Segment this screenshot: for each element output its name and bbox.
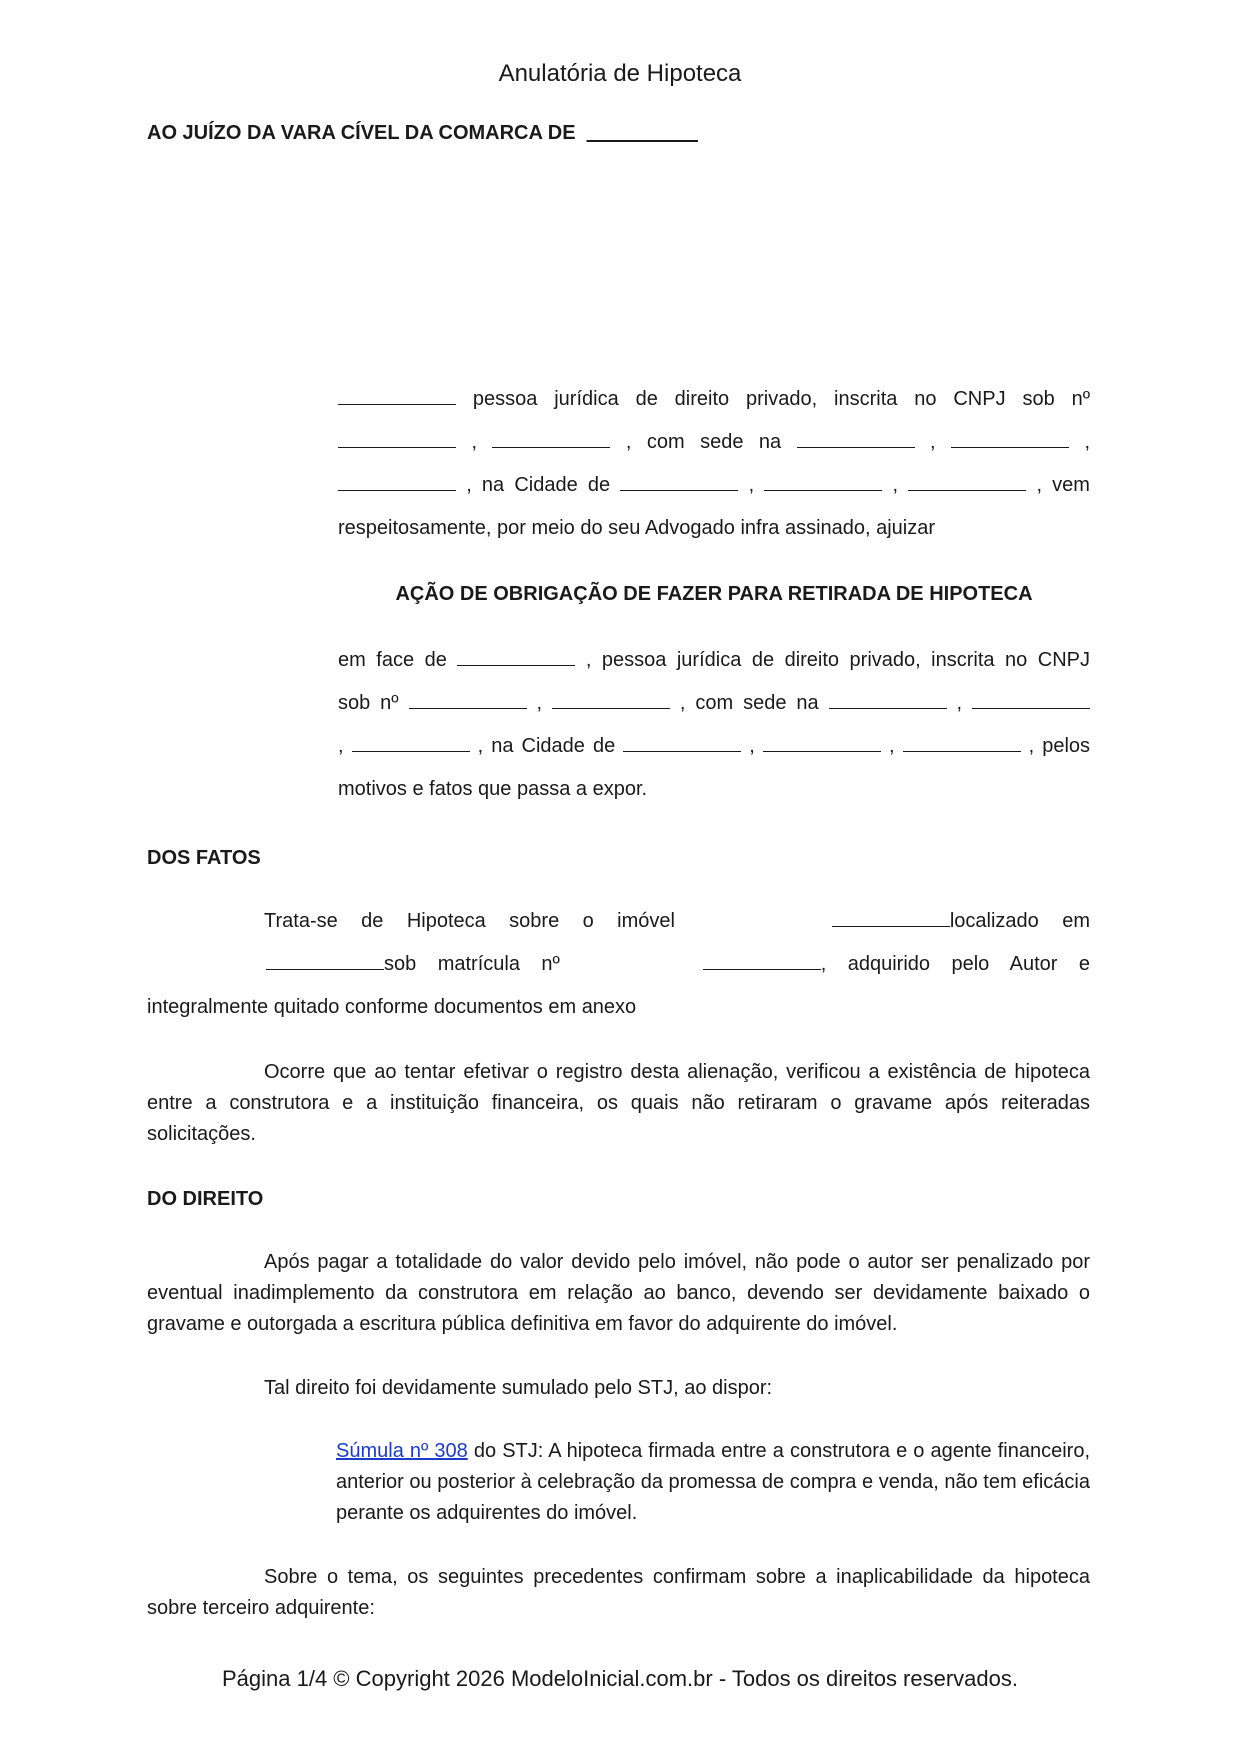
document-title: Anulatória de Hipoteca bbox=[498, 60, 742, 87]
defendant-block bbox=[338, 645, 1090, 805]
court-line bbox=[147, 122, 698, 145]
law-paragraph-2: Tal direito foi devidamente sumulado pelo STJ, ao dispor: bbox=[264, 1377, 773, 1399]
facts-line-2: sob matrícula nº , adquirido pelo Autor e bbox=[147, 949, 1090, 980]
blank-field bbox=[338, 386, 456, 405]
action-title: AÇÃO DE OBRIGAÇÃO DE FAZER PARA RETIRADA DE HIPOTECA bbox=[395, 583, 1033, 605]
blank-field bbox=[457, 647, 575, 666]
sumula-link[interactable]: Súmula nº 308 bbox=[336, 1440, 468, 1462]
blank-field bbox=[409, 690, 527, 709]
blank-field bbox=[552, 690, 670, 709]
facts-paragraph-1 bbox=[147, 906, 1090, 1023]
blank-field bbox=[797, 429, 915, 448]
page-footer: Página 1/4 © Copyright 2026 ModeloInicial.com.br - Todos os direitos reservados. bbox=[222, 1666, 1018, 1691]
court-blank: __________ bbox=[586, 122, 698, 144]
plaintiff-line-1: pessoa jurídica de direito privado, inscrita no CNPJ sob nº bbox=[338, 384, 1090, 415]
plaintiff-block bbox=[338, 384, 1090, 544]
sumula-text: do STJ: A hipoteca firmada entre a construtora e o agente financeiro, anterior ou posterior à celebração da promessa de compra e venda, não tem eficácia perante os adquirentes do imóvel. bbox=[336, 1440, 1091, 1524]
law-heading: DO DIREITO bbox=[147, 1188, 264, 1210]
defendant-line-1: em face de , pessoa jurídica de direito privado, inscrita no CNPJ bbox=[338, 649, 1090, 671]
facts-line-3: integralmente quitado conforme documentos em anexo bbox=[147, 996, 637, 1018]
plaintiff-line-2: , , com sede na , , bbox=[338, 427, 1090, 458]
blank-field bbox=[703, 951, 821, 970]
blank-field bbox=[338, 472, 456, 491]
blank-field bbox=[972, 690, 1090, 709]
sumula-quote bbox=[336, 1436, 1090, 1529]
blank-field bbox=[352, 733, 470, 752]
blank-field bbox=[338, 429, 456, 448]
defendant-line-3: , , na Cidade de , , , pelos bbox=[338, 735, 1091, 757]
blank-field bbox=[829, 690, 947, 709]
facts-paragraph-2: Ocorre que ao tentar efetivar o registro desta alienação, verificou a existência de hipoteca entre a construtora e a instituição financeira, os quais não retiraram o gravame após reiteradas solicitações. bbox=[147, 1061, 1090, 1145]
blank-field bbox=[266, 951, 384, 970]
plaintiff-line-3: , na Cidade de , , , vem bbox=[338, 470, 1090, 501]
facts-heading: DOS FATOS bbox=[147, 847, 261, 869]
blank-field bbox=[951, 429, 1069, 448]
defendant-line-2: sob nº , , com sede na , bbox=[338, 688, 1090, 719]
blank-field bbox=[492, 429, 610, 448]
law-paragraph-3: Sobre o tema, os seguintes precedentes confirmam sobre a inaplicabilidade da hipoteca sobre terceiro adquirente: bbox=[147, 1566, 1090, 1619]
plaintiff-line-4: respeitosamente, por meio do seu Advogado infra assinado, ajuizar bbox=[338, 517, 936, 539]
blank-field bbox=[620, 472, 738, 491]
law-paragraph-1: Após pagar a totalidade do valor devido pelo imóvel, não pode o autor ser penalizado por eventual inadimplemento da construtora em relação ao banco, devendo ser devidamente baixado o gravame e outorgada a escritura pública definitiva em favor do adquirente do imóvel. bbox=[147, 1251, 1090, 1335]
blank-field bbox=[832, 908, 950, 927]
blank-field bbox=[763, 733, 881, 752]
blank-field bbox=[623, 733, 741, 752]
defendant-line-4: motivos e fatos que passa a expor. bbox=[338, 778, 648, 800]
blank-field bbox=[908, 472, 1026, 491]
blank-field bbox=[764, 472, 882, 491]
blank-field bbox=[903, 733, 1021, 752]
facts-line-1: Trata-se de Hipoteca sobre o imóvel localizado em bbox=[264, 910, 1090, 932]
court-text: AO JUÍZO DA VARA CÍVEL DA COMARCA DE bbox=[147, 122, 576, 144]
